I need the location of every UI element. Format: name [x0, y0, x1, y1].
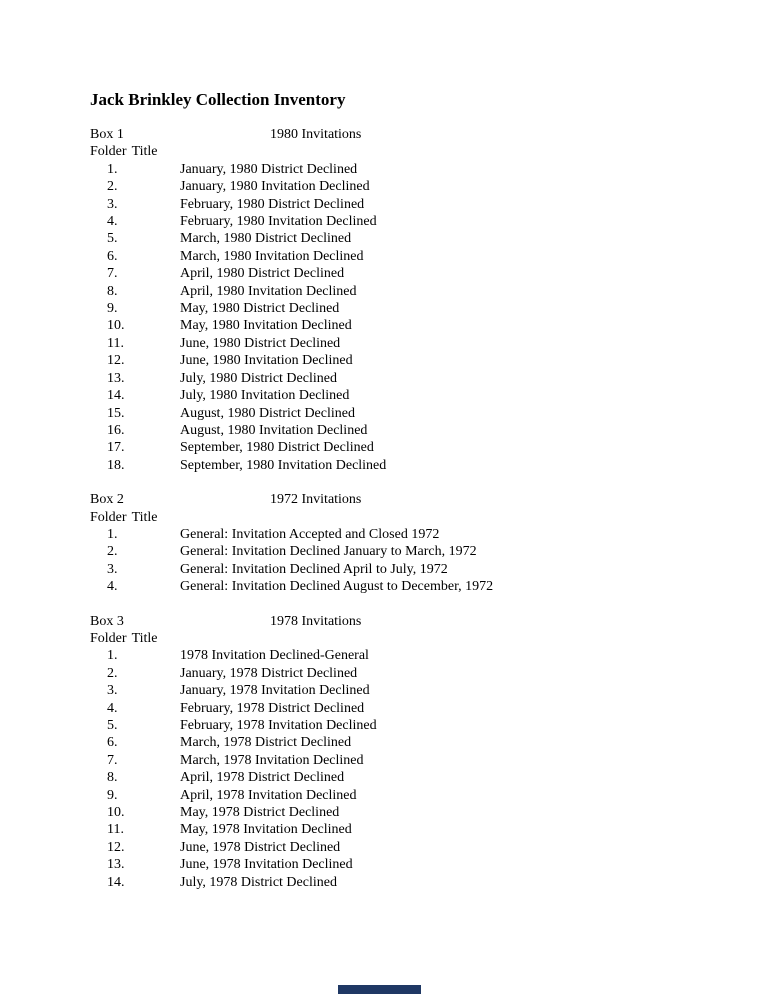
folder-row — [90, 439, 708, 456]
folder-row — [90, 647, 708, 664]
folder-title: General: Invitation Accepted and Closed 1972 — [180, 526, 440, 542]
folder-title: June, 1978 District Declined — [180, 839, 341, 855]
folder-title: 1978 Invitation Declined-General — [180, 648, 369, 664]
folder-number: 5. — [107, 718, 118, 733]
folder-number: 15. — [107, 405, 125, 421]
folder-column-label: Folder — [90, 509, 127, 525]
folder-title: July, 1980 Invitation Declined — [180, 388, 350, 404]
folder-number: 17. — [107, 440, 125, 456]
folder-number: 8. — [107, 770, 118, 786]
folder-title: April, 1980 District Declined — [180, 266, 345, 282]
folder-title: May, 1978 Invitation Declined — [180, 822, 352, 838]
folder-number: 11. — [107, 822, 124, 838]
box-section — [90, 613, 708, 892]
folder-number: 9. — [107, 787, 118, 803]
folder-row — [90, 405, 708, 422]
box-header — [90, 126, 708, 143]
folder-row — [90, 752, 708, 769]
folder-number: 2. — [107, 665, 118, 681]
title-column-label: Title — [131, 144, 158, 160]
folder-row — [90, 387, 708, 404]
folder-title: May, 1980 District Declined — [180, 301, 340, 317]
folder-row — [90, 700, 708, 717]
folder-row — [90, 230, 708, 247]
folder-number: 7. — [107, 752, 118, 768]
folder-number: 3. — [107, 683, 118, 699]
folder-title: February, 1980 Invitation Declined — [180, 214, 377, 230]
folder-number: 16. — [107, 422, 125, 438]
folder-number: 6. — [107, 248, 118, 264]
folder-row — [90, 543, 708, 560]
folder-title: General: Invitation Declined January to March, 1972 — [180, 544, 477, 560]
column-header — [90, 509, 708, 526]
folder-number: 13. — [107, 370, 125, 386]
folder-row — [90, 335, 708, 352]
folder-column-label: Folder — [90, 630, 127, 646]
folder-row — [90, 300, 708, 317]
folder-row — [90, 787, 708, 804]
folder-title: February, 1980 District Declined — [180, 196, 365, 212]
box-header — [90, 491, 708, 508]
folder-row — [90, 856, 708, 873]
column-header — [90, 143, 708, 160]
folder-title: January, 1978 Invitation Declined — [180, 683, 370, 699]
folder-list — [90, 526, 708, 596]
document-content — [90, 90, 708, 891]
footer-bar — [338, 985, 421, 994]
folder-number: 11. — [107, 335, 124, 351]
folder-title: May, 1980 Invitation Declined — [180, 318, 352, 334]
folder-row — [90, 196, 708, 213]
folder-row — [90, 161, 708, 178]
folder-row — [90, 422, 708, 439]
folder-title: June, 1978 Invitation Declined — [180, 857, 353, 873]
folder-number: 1. — [107, 648, 118, 664]
folder-number: 3. — [107, 561, 118, 577]
folder-row — [90, 265, 708, 282]
folder-row — [90, 370, 708, 387]
folder-number: 6. — [107, 735, 118, 751]
folder-number: 12. — [107, 353, 125, 369]
box-header — [90, 613, 708, 630]
folder-row — [90, 578, 708, 595]
boxes — [90, 126, 708, 891]
folder-column-label: Folder — [90, 144, 127, 160]
folder-row — [90, 561, 708, 578]
folder-title: February, 1978 District Declined — [180, 700, 365, 716]
folder-title: August, 1980 District Declined — [180, 405, 355, 421]
folder-number: 14. — [107, 388, 125, 404]
folder-number: 14. — [107, 874, 125, 890]
folder-number: 8. — [107, 283, 118, 299]
folder-row — [90, 665, 708, 682]
folder-number: 13. — [107, 857, 125, 873]
folder-number: 3. — [107, 196, 118, 212]
folder-title: April, 1980 Invitation Declined — [180, 283, 357, 299]
folder-row — [90, 317, 708, 334]
box-section — [90, 126, 708, 474]
folder-title: September, 1980 District Declined — [180, 440, 374, 456]
folder-title: March, 1978 District Declined — [180, 735, 352, 751]
folder-number: 9. — [107, 301, 118, 317]
folder-number: 4. — [107, 214, 118, 230]
folder-title: April, 1978 Invitation Declined — [180, 787, 357, 803]
folder-number: 12. — [107, 839, 125, 855]
folder-number: 5. — [107, 231, 118, 247]
folder-number: 1. — [107, 526, 118, 542]
box-section — [90, 491, 708, 595]
folder-row — [90, 283, 708, 300]
box-label: Box 3 — [90, 613, 124, 629]
folder-row — [90, 457, 708, 474]
folder-title: August, 1980 Invitation Declined — [180, 422, 368, 438]
title-column-label: Title — [131, 630, 158, 646]
column-header — [90, 630, 708, 647]
folder-title: June, 1980 Invitation Declined — [180, 353, 353, 369]
folder-title: January, 1980 District Declined — [180, 161, 358, 177]
folder-row — [90, 821, 708, 838]
box-heading: 1980 Invitations — [270, 127, 362, 142]
folder-number: 7. — [107, 266, 118, 282]
title-column-label: Title — [131, 509, 158, 525]
folder-number: 10. — [107, 318, 125, 334]
folder-title: March, 1980 District Declined — [180, 231, 352, 247]
folder-number: 2. — [107, 544, 118, 560]
folder-title: General: Invitation Declined August to December, 1972 — [180, 579, 494, 595]
folder-number: 2. — [107, 179, 118, 195]
box-heading: 1978 Invitations — [270, 613, 362, 629]
folder-row — [90, 734, 708, 751]
folder-row — [90, 804, 708, 821]
folder-title: April, 1978 District Declined — [180, 770, 345, 786]
folder-title: July, 1978 District Declined — [180, 874, 337, 890]
folder-row — [90, 213, 708, 230]
folder-number: 1. — [107, 161, 118, 177]
box-label: Box 2 — [90, 492, 124, 508]
folder-title: May, 1978 District Declined — [180, 805, 340, 821]
folder-row — [90, 178, 708, 195]
folder-row — [90, 839, 708, 856]
folder-number: 18. — [107, 457, 125, 473]
folder-row — [90, 526, 708, 543]
folder-title: January, 1978 District Declined — [180, 665, 358, 681]
folder-row — [90, 769, 708, 786]
folder-title: September, 1980 Invitation Declined — [180, 457, 387, 473]
folder-title: January, 1980 Invitation Declined — [180, 179, 370, 195]
folder-list — [90, 161, 708, 474]
folder-list — [90, 647, 708, 891]
folder-title: March, 1978 Invitation Declined — [180, 752, 364, 768]
folder-row — [90, 682, 708, 699]
box-heading: 1972 Invitations — [270, 492, 362, 508]
folder-title: March, 1980 Invitation Declined — [180, 248, 364, 264]
folder-number: 10. — [107, 805, 125, 821]
folder-row — [90, 717, 708, 734]
folder-row — [90, 352, 708, 369]
folder-number: 4. — [107, 700, 118, 716]
folder-row — [90, 874, 708, 891]
folder-title: June, 1980 District Declined — [180, 335, 341, 351]
folder-number: 4. — [107, 579, 118, 595]
folder-row — [90, 248, 708, 265]
folder-title: General: Invitation Declined April to July, 1972 — [180, 561, 448, 577]
folder-title: July, 1980 District Declined — [180, 370, 337, 386]
page-title: Jack Brinkley Collection Inventory — [90, 90, 346, 109]
box-label: Box 1 — [90, 127, 124, 142]
folder-title: February, 1978 Invitation Declined — [180, 718, 377, 733]
